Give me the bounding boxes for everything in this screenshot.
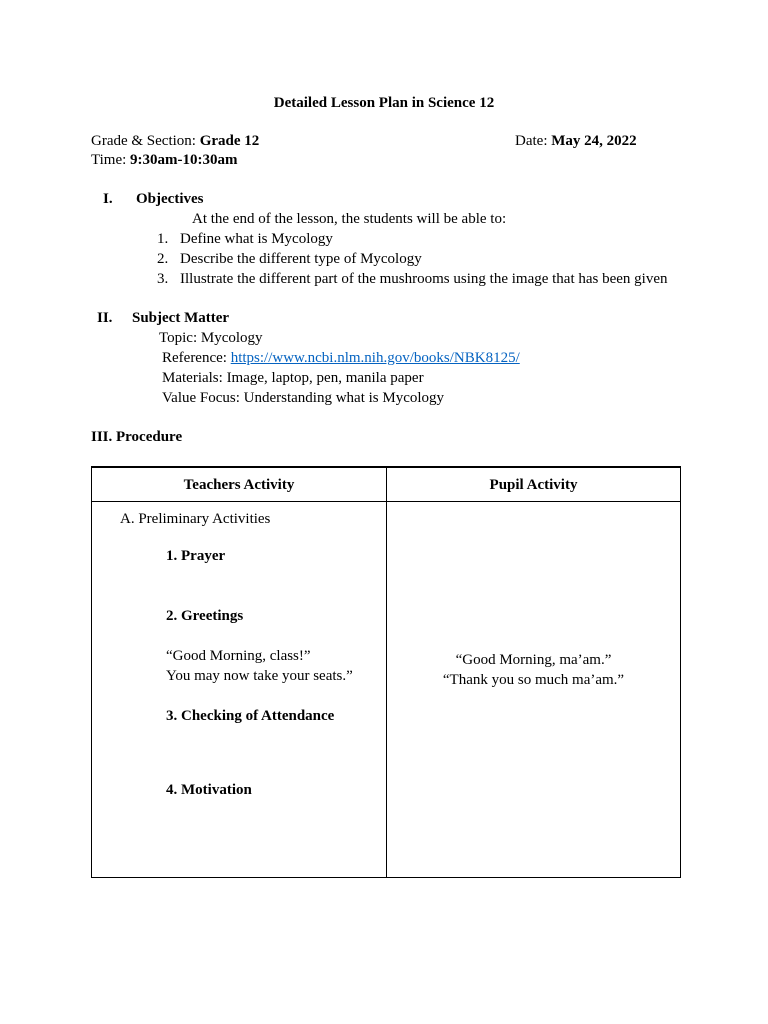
subject-materials: Materials: Image, laptop, pen, manila paper [162, 370, 424, 386]
procedure-table [91, 466, 681, 878]
pupil-line: “Thank you so much ma’am.” [442, 672, 625, 688]
objective-item-2 [157, 249, 422, 269]
objectives-numeral: I. [103, 191, 113, 207]
page-title: Detailed Lesson Plan in Science 12 [273, 95, 495, 111]
objective-number: 3. [157, 271, 169, 287]
greeting-line: You may now take your seats.” [166, 668, 353, 684]
reference-label: Reference: [162, 350, 231, 366]
time-label: Time: [91, 152, 131, 168]
table-row [92, 502, 681, 878]
objective-number: 1. [157, 231, 169, 247]
table-header-row [92, 467, 681, 502]
grade-section [91, 131, 259, 151]
subject-value-focus: Value Focus: Understanding what is Mycology [162, 390, 445, 406]
pupil-response [387, 650, 680, 690]
objective-item-1 [157, 229, 333, 249]
objective-item-3 [157, 269, 668, 289]
objectives-heading: Objectives [136, 191, 204, 207]
subject-numeral: II. [97, 310, 113, 326]
objective-text: Define what is Mycology [180, 231, 333, 247]
objectives-intro: At the end of the lesson, the students will be able to: [192, 211, 507, 227]
subject-reference [162, 348, 520, 368]
greeting-line: “Good Morning, class!” [166, 648, 311, 664]
pupil-line: “Good Morning, ma’am.” [455, 652, 612, 668]
preliminary-activities: A. Preliminary Activities [120, 511, 271, 527]
pupil-activity-cell [387, 502, 681, 878]
lesson-date [515, 131, 637, 151]
grade-label: Grade & Section: [91, 133, 200, 149]
attendance-step: 3. Checking of Attendance [166, 708, 335, 724]
teacher-activity-cell [92, 502, 387, 878]
objective-text: Illustrate the different part of the mushrooms using the image that has been given [180, 271, 668, 287]
subject-heading: Subject Matter [132, 310, 230, 326]
objective-number: 2. [157, 251, 169, 267]
reference-link[interactable]: https://www.ncbi.nlm.nih.gov/books/NBK8125/ [230, 350, 520, 366]
date-value: May 24, 2022 [551, 133, 637, 149]
date-label: Date: [515, 133, 552, 149]
motivation-step: 4. Motivation [166, 782, 252, 798]
teachers-activity-header: Teachers Activity [92, 467, 387, 502]
greetings-step: 2. Greetings [166, 608, 244, 624]
pupil-activity-header: Pupil Activity [387, 467, 681, 502]
lesson-time [91, 150, 238, 170]
objective-text: Describe the different type of Mycology [180, 251, 422, 267]
prayer-step: 1. Prayer [166, 548, 226, 564]
procedure-heading: III. Procedure [91, 429, 183, 445]
time-value: 9:30am-10:30am [130, 152, 238, 168]
subject-topic: Topic: Mycology [159, 330, 263, 346]
grade-value: Grade 12 [199, 133, 260, 149]
